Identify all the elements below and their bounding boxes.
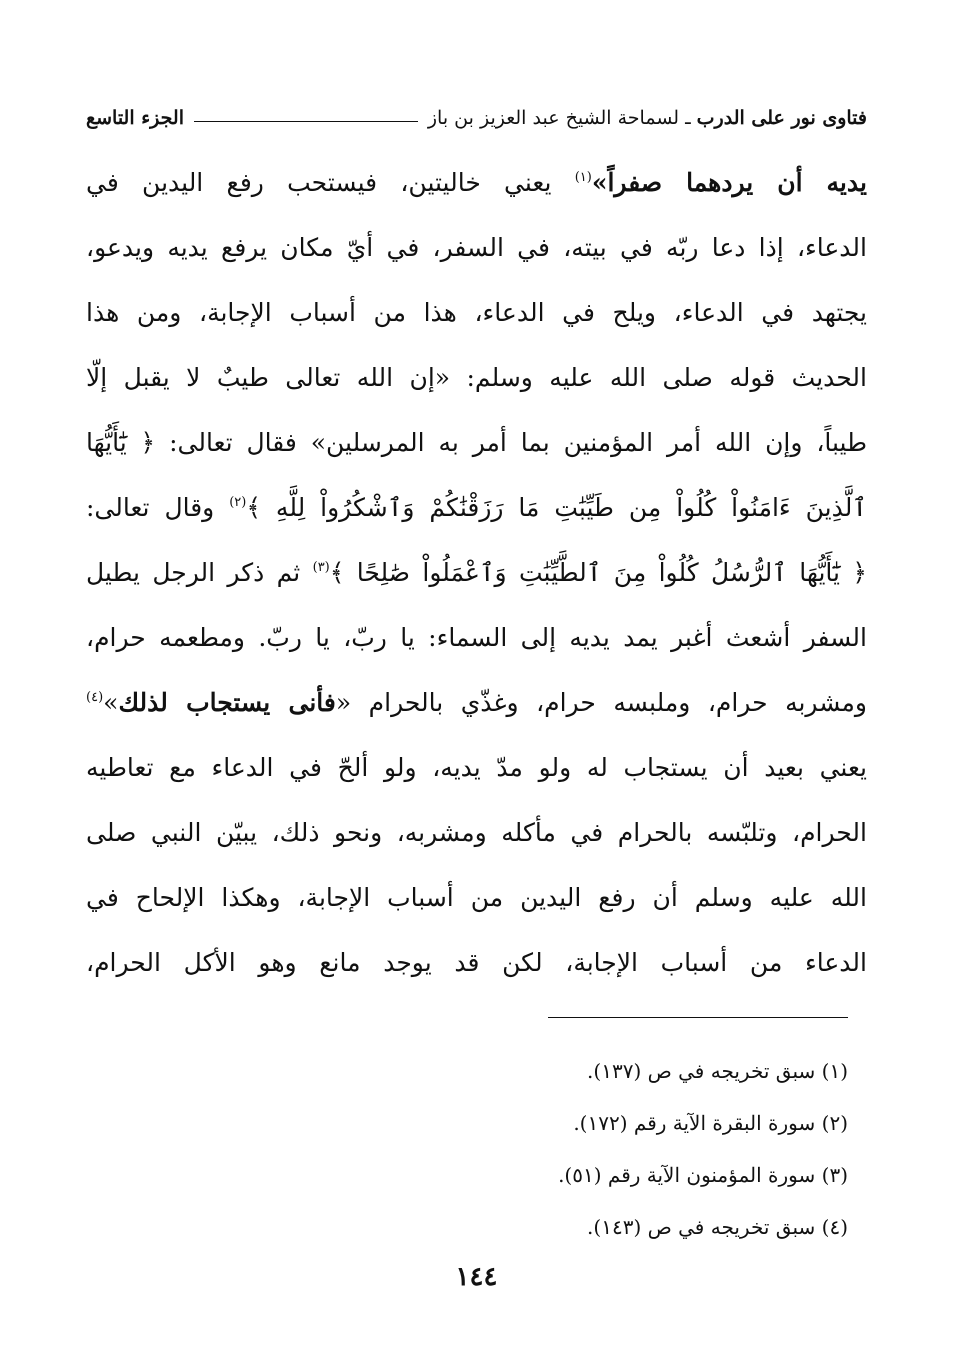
footnote-marker: (٤) [86, 690, 104, 705]
text-line [86, 215, 867, 280]
footnote-item: (١) سبق تخريجه في ص (١٣٧). [587, 1059, 848, 1083]
text-line [86, 605, 867, 670]
footnote-marker: (٣) [312, 560, 330, 575]
volume-label: الجزء التاسع [86, 107, 184, 129]
footnote-marker: (١) [574, 170, 592, 185]
text-segment: ﴿ يَٰٓأَيُّهَا ٱلرُّسُلُ كُلُواْ مِنَ ٱلطَّيِّبَٰتِ وَٱعْمَلُواْ صَٰلِحًا ﴾ [329, 558, 867, 587]
footnote-item: (٢) سورة البقرة الآية رقم (١٧٢). [573, 1111, 848, 1135]
text-line [86, 150, 867, 215]
text-segment: طيباً، وإن الله أمر المؤمنين بما أمر به المرسلين» فقال تعالى: ﴿ يَٰٓأَيُّهَا [86, 428, 867, 457]
header-separator: ـ [685, 107, 691, 129]
text-line [86, 280, 867, 345]
text-segment: الدعاء، إذا دعا ربّه في بيته، في السفر، في أيّ مكان يرفع يديه ويدعو، [86, 233, 867, 262]
text-segment: يجتهد في الدعاء، ويلح في الدعاء، هذا من أسباب الإجابة، ومن هذا [86, 298, 867, 327]
footnote-separator [548, 1017, 848, 1018]
author-line: لسماحة الشيخ عبد العزيز بن باز [427, 107, 680, 129]
footnotes [300, 1045, 848, 1253]
text-line [86, 735, 867, 800]
text-segment: السفر أشعث أغبر يمد يديه إلى السماء: يا ربّ، يا ربّ. ومطعمه حرام، [86, 623, 867, 652]
text-line [86, 800, 867, 865]
text-segment: ومشربه حرام، وملبسه حرام، وغذّي بالحرام « [335, 688, 867, 717]
text-line [86, 410, 867, 475]
text-segment: يعني خاليتين، فيستحب رفع اليدين في [86, 168, 575, 197]
page-number: ١٤٤ [455, 1262, 498, 1292]
text-line [86, 865, 867, 930]
text-segment: وقال تعالى: [86, 493, 230, 522]
text-segment: يعني بعيد أن يستجاب له ولو مدّ يديه، ولو ألحّ في الدعاء مع تعاطيه [86, 753, 867, 782]
text-segment: الله عليه وسلم أن رفع اليدين من أسباب الإجابة، وهكذا الإلحاح في [86, 883, 867, 912]
text-segment: يديه أن يردهما صفراً» [591, 168, 867, 197]
text-line [86, 345, 867, 410]
text-segment: » [103, 688, 119, 717]
text-line [86, 475, 867, 540]
footnote-item: (٣) سورة المؤمنون الآية رقم (٥١). [558, 1163, 848, 1187]
running-header [86, 104, 867, 132]
footnote-marker: (٢) [229, 495, 247, 510]
text-segment: فأنى يستجاب لذلك [118, 688, 336, 717]
text-segment: الدعاء من أسباب الإجابة، لكن قد يوجد مانع وهو الأكل الحرام، [86, 948, 867, 977]
text-line [86, 540, 867, 605]
text-line [86, 670, 867, 735]
text-segment: ٱلَّذِينَ ءَامَنُواْ كُلُواْ مِن طَيِّبَٰتِ مَا رَزَقْنَٰكُمْ وَٱشْكُرُواْ لِلَّهِ ﴾ [246, 493, 867, 522]
book-title: فتاوى نور على الدرب [696, 107, 867, 129]
body-text [86, 150, 867, 995]
footnote-item: (٤) سبق تخريجه في ص (١٤٣). [587, 1215, 848, 1239]
text-segment: الحرام، وتلبّسه بالحرام في مأكله ومشربه، ونحو ذلك، يبيّن النبي صلى [86, 818, 867, 847]
text-segment: ثم ذكر الرجل يطيل [86, 558, 313, 587]
text-line [86, 930, 867, 995]
text-segment: الحديث قوله صلى الله عليه وسلم: «إن الله تعالى طيبٌ لا يقبل إلّا [86, 363, 867, 392]
header-rule [194, 121, 418, 122]
